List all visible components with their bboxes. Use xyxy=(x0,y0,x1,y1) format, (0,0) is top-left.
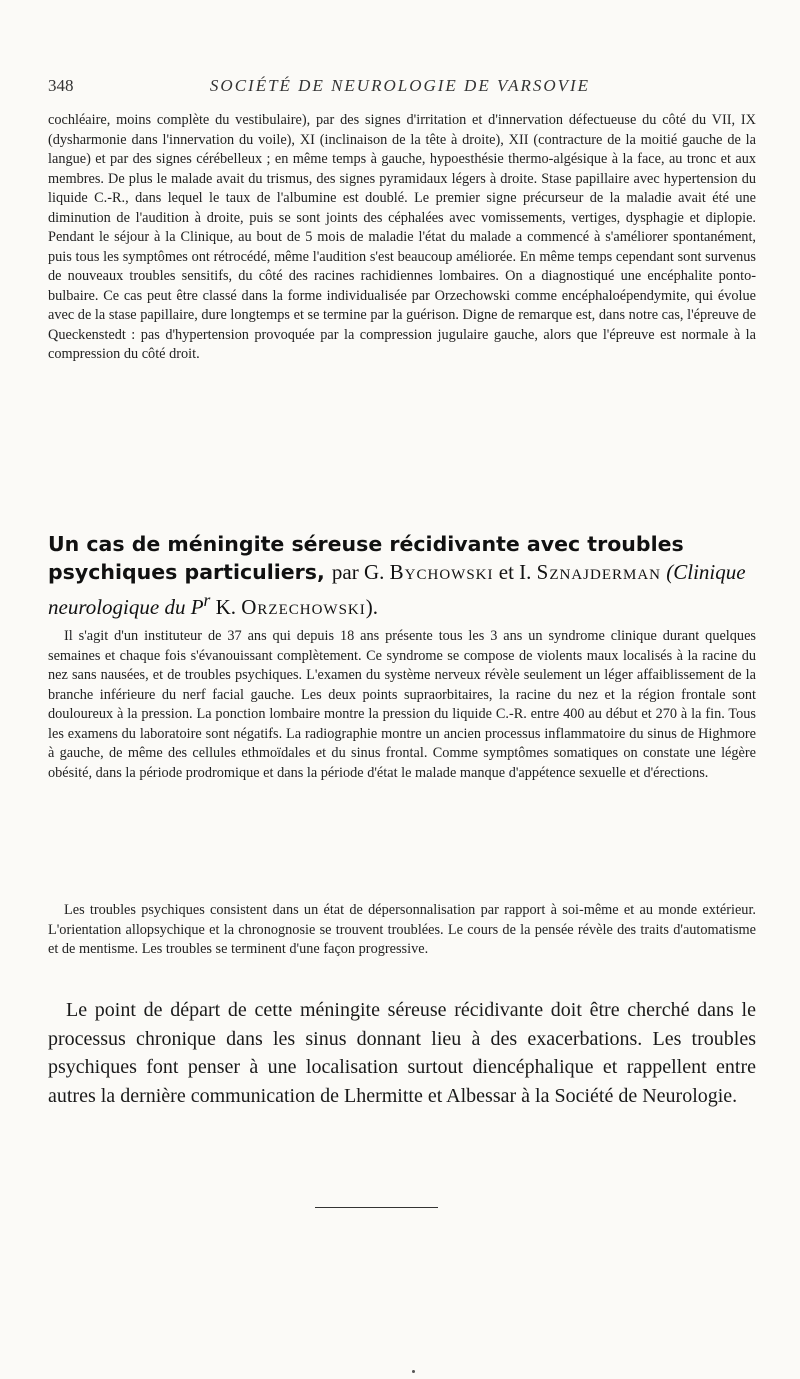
section-divider xyxy=(315,1207,438,1208)
article-title xyxy=(48,530,756,621)
intro-paragraph: cochléaire, moins complète du vestibulaire), par des signes d'irritation et d'innervation défectueuse du côté du VII, IX (dysharmonie dans l'innervation du voile), XI (inclinaison de la tête à droite), XII (contracture de la moitié gauche de la langue) et par des signes cérébelleux ; en même temps à gauche, hypoesthésie thermo-algésique à la face, au tronc et aux membres. De plus le malade avait du trismus, des signes pyramidaux légers à droite. Stase papillaire avec hypertension du liquide C.-R., dans lequel le taux de l'albumine est doublé. Le premier signe précurseur de la maladie avait été une diminution de l'audition à droite, puis se sont joints des céphalées avec vomissements, vertiges, dysphagie et diplopie. Pendant le séjour à la Clinique, au bout de 5 mois de maladie l'état du malade a commencé à s'améliorer spontanément, puis tous les symptômes ont rétrocédé, même l'audition s'est beaucoup améliorée. En même temps cependant sont survenus de nouveaux troubles sensitifs, du côté des racines rachidiennes lombaires. On a diagnostiqué une encéphalite ponto-bulbaire. Ce cas peut être classé dans la forme individualisée par Orzechowski comme encéphaloépendymite, qui évolue avec de la stase papillaire, dure longtemps et se termine par la guérison. Digne de remarque est, dans notre cas, l'épreuve de Queckenstedt : pas d'hypertension provoquée par la compression jugulaire gauche, alors que l'épreuve est normale à la compression du côté droit. xyxy=(48,112,756,362)
conclusion-paragraph: Le point de départ de cette méningite séreuse récidivante doit être cherché dans le processus chronique dans les sinus donnant lieu à des exacerbations. Les troubles psychiques font penser à une localisation surtout diencéphalique et rappellent entre autres la dernière communication de Lhermitte et Albessar à la Société de Neurologie. xyxy=(48,999,756,1107)
author-bychowski: Bychowski xyxy=(389,560,494,584)
psych-paragraph: Les troubles psychiques consistent dans un état de dépersonnalisation par rapport à soi-même et au monde extérieur. L'orientation allopsychique et la chronognosie se trouvent troublées. Le cours de la pensée révèle des traits d'automatisme et de mentisme. Les troubles se terminent d'une façon progressive. xyxy=(48,902,756,957)
running-title: SOCIÉTÉ DE NEUROLOGIE DE VARSOVIE xyxy=(209,76,591,95)
author-by: par G. xyxy=(331,560,385,584)
author-and: et I. xyxy=(498,560,532,584)
case-paragraph: Il s'agit d'un instituteur de 37 ans qui depuis 18 ans présente tous les 3 ans un syndrome clinique durant quelques semaines et chaque fois s'évanouissant complètement. Ce syndrome se compose de violents maux localisés à la racine du nez sans nausées, et de troubles psychiques. L'examen du système nerveux révèle seulement un léger affaiblissement de la branche inférieure du nerf facial gauche. Les deux points supraorbitaires, la racine du nez et la région frontale sont douloureux à la pression. La ponction lombaire montre la pression du liquide C.-R. entre 400 au début et 270 à la fin. Tous les examens du laboratoire sont négatifs. La radiographie montre un ancien processus inflammatoire du sinus de Highmore à gauche, de même des cellules ethmoïdales et du sinus frontal. Comme symptômes somatiques on constate une légère obésité, dans la période prodromique et dans la période d'état le malade manque d'appétence sexuelle et d'érections. xyxy=(48,628,756,781)
page-number: 348 xyxy=(48,76,74,95)
institution-suffix: ). xyxy=(365,595,379,619)
page-mark xyxy=(412,1370,415,1373)
institution-sup: r xyxy=(203,590,211,610)
institution-initial: K. xyxy=(215,595,237,619)
page-header xyxy=(48,76,752,100)
title-text: Un cas de méningite séreuse récidivante avec troubles psychiques particuliers, xyxy=(48,532,684,584)
institution-prefix: (Clinique neurologique du P xyxy=(48,560,746,619)
authors-line xyxy=(332,560,666,584)
institution-name: Orzechowski xyxy=(241,595,366,619)
author-sznajderman: Sznajderman xyxy=(536,560,662,584)
